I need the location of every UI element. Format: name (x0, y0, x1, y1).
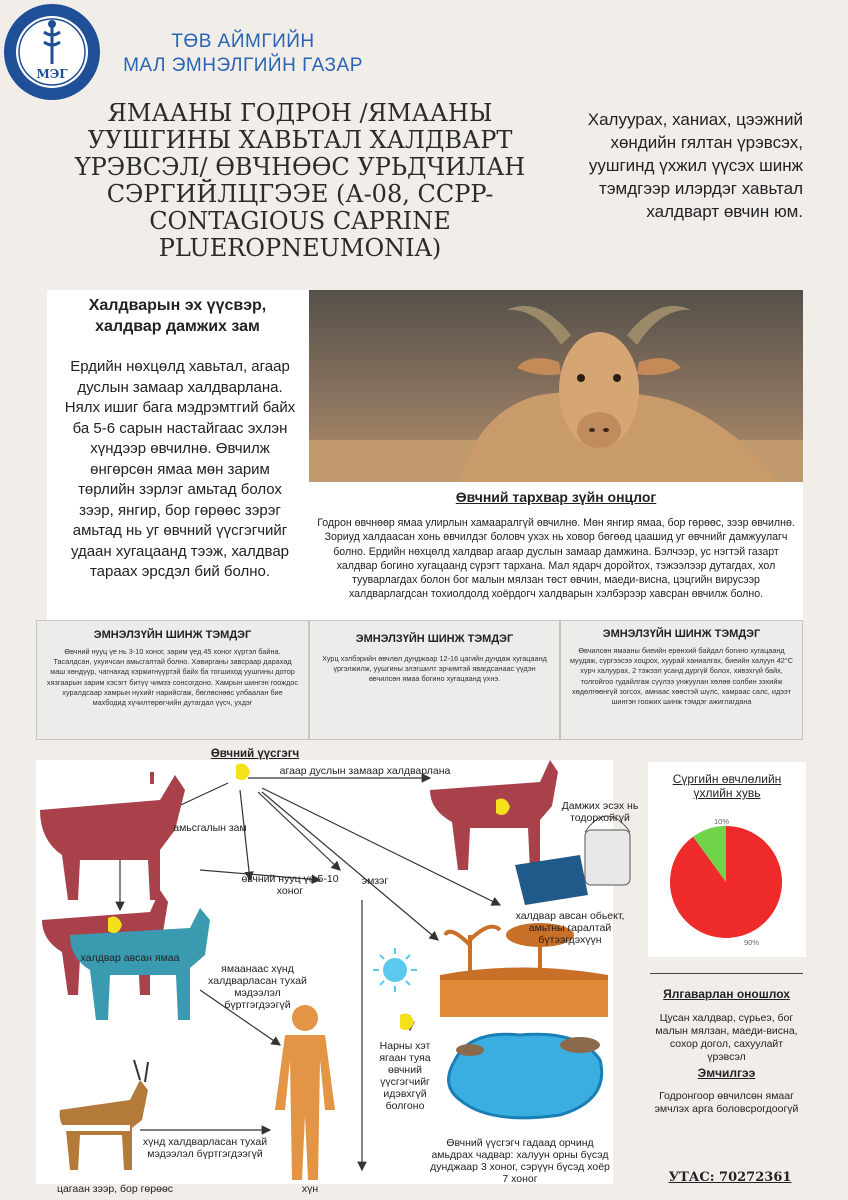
org-line-1: ТӨВ АЙМГИЙН (171, 31, 315, 52)
human-icon (275, 1005, 335, 1180)
bucket-icon (585, 816, 630, 885)
pie-label-small: 10% (714, 817, 730, 826)
logo-text: МЭГ (36, 67, 68, 81)
agent-label: Өвчний үүсгэгч (210, 748, 300, 760)
wild-record-label: хүнд халдварласан тухай мэдээлэл бүртгэгдээгүй (142, 1136, 268, 1160)
epidemiology-heading: Өвчний тархвар зүйн онцлог (455, 489, 657, 505)
respiratory-route-label: амьсгалын зам (173, 822, 247, 834)
survival-label: Өвчний үүсгэгч гадаад орчинд амьдрах чадвар: халуун орны бүсэд дунджаар 3 хоног, сэрүүн бүсэд хоёр 7 хоног (430, 1137, 610, 1185)
mortality-pie-chart (648, 810, 806, 950)
objects-label: халдвар авсан обьект, амьтны гаралтай бүтээгдэхүүн (515, 910, 625, 946)
symptom-heading-2: ЭМНЭЛЗҮЙН ШИНЖ ТЭМДЭГ (355, 633, 514, 645)
water-trough-icon (515, 855, 588, 905)
disease-summary: Халуурах, ханиах, цээжний хөндийн гялтан үрэвсэх, уушгинд үхжил үүсэх шинж тэмдгээр илэрдэг хавьтал халдварт өвчин юм. (587, 110, 803, 221)
symptom-body-3: Өвчилсөн ямааны биеийн ерөнхий байдал богино хугацаанд муудаж, сүргээсээ хоцрох, хуурай ханиалгах, биеийн халуун 42°С хүрч халуурах, 2 тэжээл усанд дургүй болох, хивэхгүй байх, толгойгоо гудайлгаж сүүлээ унжуулан хөлөө солбин зэхийж хөдөлгөөнгүй зогсох, амнаас хөөстэй шүлс, хамраас салс, идээт шингэн гоожих шинж тэмдэг ажиглагдана (569, 646, 794, 707)
human-label: хүн (301, 1183, 319, 1195)
symptom-heading-3: ЭМНЭЛЗҮЙН ШИНЖ ТЭМДЭГ (602, 628, 761, 640)
symptom-body-2: Хурц хэлбэрийн өвчлөл дунджаар 12-16 цагийн дундаж хугацаанд үргэлжилж, уушгины элэгшилт эрчимтэй явагдсанаас үүдэн өвчилсөн ямаа богино хугацаанд үхнэ. (322, 654, 547, 684)
source-body: Ердийн нөхцөлд хавьтал, агаар дуслын замаар халдварлана. Нялх ишиг бага мэдрэмтгий байх ба 5-6 сарын настайгаас эхлэн хүндээр өвчилнө. Өвчилж өнгөрсөн ямаа мөн зарим төрлийн зэрлэг амьтад болох зээр, янгир, бор гөрөөс зэрэг амьтад нь уг өвчний үүсгэгчийг удаан хугацаанд тээж, халдвар тараах эрсдэл бий болно. (64, 358, 296, 580)
sun-icon (373, 948, 417, 992)
treatment-body: Годронгоор өвчилсөн ямааг эмчлэх арга боловсрогдоогүй (654, 1090, 799, 1115)
source-heading: Халдварын эх үүсвэр, халдвар дамжих зам (88, 297, 267, 335)
susceptible-label: эмзэг (361, 875, 389, 887)
wild-animals-label: цагаан зээр, бор гөрөөс (56, 1183, 174, 1195)
org-line-2: МАЛ ЭМНЭЛГИЙН ГАЗАР (123, 55, 363, 76)
carrier-unknown-label: Дамжих эсэх нь тодорхойгүй (561, 800, 639, 824)
pie-label-large: 90% (744, 938, 760, 947)
pie-slices (670, 826, 782, 938)
symptom-body-1: Өвчний нууц үе нь 3-10 хоног, зарим үед 45 хоног хүртэл байна. Тасалдсан, ухуичсан амьсгалтай болно. Хавирганы завсраар дарахад маш хөндүүр, чагнахад хэржигнүүртэй байх ба тогшиход уушгины дотор хязгаарын зарим хэсэгт битүү чимээ сонсогдоно. Хамрын шингэн гоождос хуралдсаар хамрын нүхийг нарийсгаж, бөглөснөөс улбаалан бие махбодид хүчилтөрөгчийн дутагдал үүсч, ухдэг (46, 647, 299, 708)
infected-goat-label: халдвар авсан ямаа (80, 952, 180, 964)
differential-body: Цусан халдвар, сүрьеэ, бог малын мялзан, маеди-висна, сохор догол, сахуулайт үрэвсэл (655, 1012, 798, 1063)
sun-label: Нарны хэт ягаан туяа өвчний үүсгэгчийг идэвхгүй болгоно (379, 1040, 431, 1112)
human-record-label: ямаанаас хүнд халдварласан тухай мэдээлэл бүртгэгдээгүй (208, 963, 307, 1011)
phone-number: УТАС: 70272361 (668, 1170, 792, 1185)
pond-icon (440, 1025, 608, 1135)
page-title: ЯМААНЫ ГОДРОН /ЯМААНЫ УУШГИНЫ ХАВЬТАЛ ХАЛДВАРТ ҮРЭВСЭЛ/ ӨВЧНӨӨС УРЬДЧИЛАН СЭРГИЙЛЦГЭЭЕ (А-08, CCPP-CONTAGIOUS CAPRINE PLUEROPNEUMONIA) (74, 99, 526, 262)
differential-heading: Ялгаварлан оношлох (663, 987, 790, 1001)
mortality-title: Сүргийн өвчлөлийн үхлийн хувь (672, 772, 782, 800)
pie-slice-1 (670, 826, 782, 938)
airborne-label: агаар дуслын замаар халдварлана (279, 765, 451, 777)
symptom-heading-1: ЭМНЭЛЗҮЙН ШИНЖ ТЭМДЭГ (93, 629, 252, 641)
section-divider (650, 973, 803, 974)
incubation-label: өвчний нууц үе 5-10 хоног (241, 873, 339, 897)
treatment-heading: Эмчилгээ (697, 1066, 756, 1080)
epidemiology-body: Годрон өвчнөөр ямаа улирлын хамааралгүй өвчилнө. Мөн янгир ямаа, бор гөрөөс, зээр өвчилнө. Зориуд халдаасан хонь өвчилдэг боловч ухэх нь ховор бөгөөд цаашид уг өвчнийг дамжуулагч болно. Ердийн нөхцөлд халдвар агаар дуслын замаар дамжина. Бэлчээр, ус нэгтэй газарт халдвар богино хугацаанд сүрэгт тархана. Мал ядарч доройтох, тэжээлээр дутагдах, хол тууварлагдах болон бог малын мялзан төст өвчин, маеди-висна, цэцгийн вирусээр халдварлагдсан тохиолдолд хоёрдогч халдварын хэлбэрээр хавсран өвчилж болно. (317, 517, 795, 601)
goat-icon (40, 772, 185, 900)
